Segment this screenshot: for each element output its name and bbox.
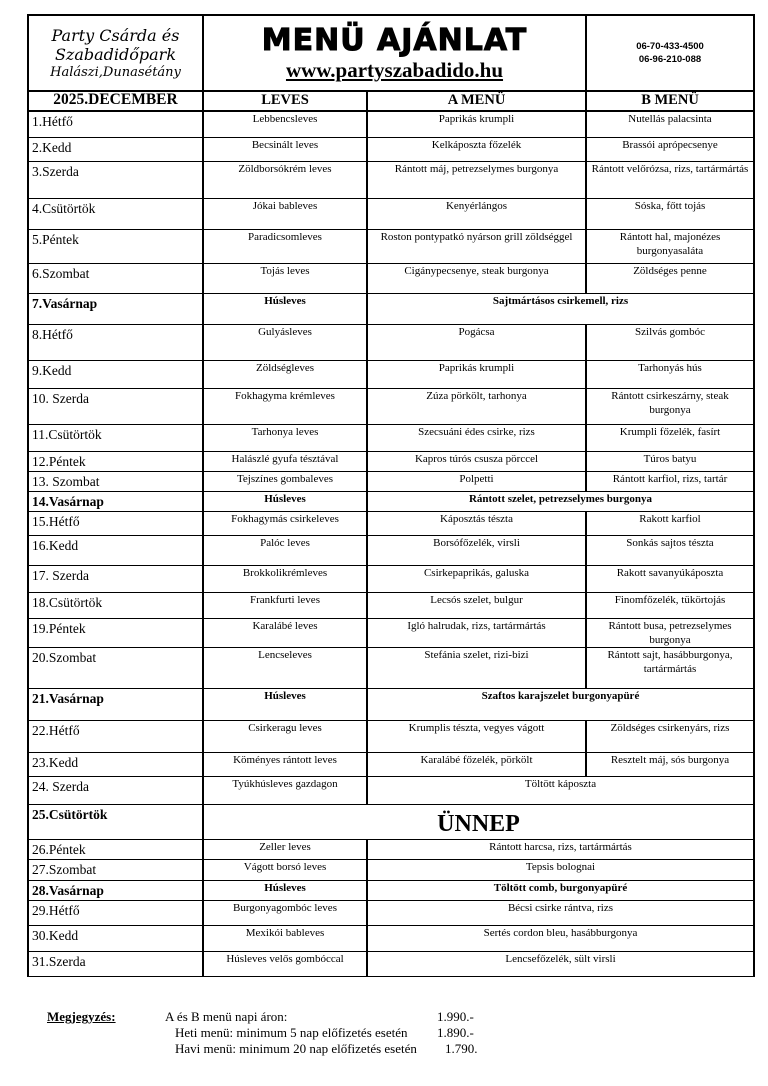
table-row [28,951,754,976]
note-weekly-price: 1.890.- [437,1025,474,1040]
day-label: 25.Csütörtök [28,804,203,839]
menu-a-cell: Szecsuáni édes csirke, rizs [367,424,586,451]
phone-number-1: 06-70-433-4500 [636,41,704,52]
table-row [28,263,754,293]
soup-cell: Lebbencsleves [203,111,367,137]
title-block [203,15,586,91]
table-row [28,293,754,324]
menu-b-cell: Zöldséges penne [586,263,754,293]
table-row [28,111,754,137]
main-course-cell: Lencsefőzelék, sült virsli [367,951,754,976]
note-daily-price: 1.990.- [437,1009,474,1024]
table-row [28,565,754,592]
menu-b-cell: Rakott karfiol [586,511,754,535]
table-row [28,647,754,688]
main-course-cell: Szaftos karajszelet burgonyapüré [367,688,754,720]
menu-a-cell: Zúza pörkölt, tarhonya [367,388,586,424]
day-label: 8.Hétfő [28,324,203,360]
soup-cell: Zeller leves [203,839,367,859]
soup-cell: Fokhagymás csirkeleves [203,511,367,535]
day-label: 11.Csütörtök [28,424,203,451]
main-course-cell: Bécsi csirke rántva, rizs [367,900,754,925]
menu-a-cell: Cigánypecsenye, steak burgonya [367,263,586,293]
menu-a-cell: Roston pontypatkó nyárson grill zöldséggel [367,229,586,263]
soup-cell: Vágott borsó leves [203,859,367,880]
menu-a-cell: Kelkáposzta főzelék [367,137,586,161]
menu-b-cell: Rántott karfiol, rizs, tartár [586,471,754,491]
day-label: 28.Vasárnap [28,880,203,900]
day-label: 12.Péntek [28,451,203,471]
soup-cell: Palóc leves [203,535,367,565]
menu-a-cell: Kenyérlángos [367,198,586,229]
soup-cell: Gulyásleves [203,324,367,360]
soup-cell: Tarhonya leves [203,424,367,451]
menu-b-cell: Nutellás palacsinta [586,111,754,137]
table-row [28,324,754,360]
holiday-label: ÜNNEP [203,804,754,839]
day-label: 26.Péntek [28,839,203,859]
main-course-cell: Tepsis bolognai [367,859,754,880]
soup-cell: Húsleves [203,293,367,324]
main-course-cell: Töltött comb, burgonyapüré [367,880,754,900]
phone-block [586,15,754,91]
day-label: 30.Kedd [28,925,203,951]
table-row [28,198,754,229]
main-course-cell: Sajtmártásos csirkemell, rizs [367,293,754,324]
menu-b-cell: Rántott hal, majonézes burgonyasaláta [586,229,754,263]
main-course-cell: Töltött káposzta [367,776,754,804]
menu-a-cell: Rántott máj, petrezselymes burgonya [367,161,586,198]
day-label: 7.Vasárnap [28,293,203,324]
column-header-row [28,91,754,111]
table-row [28,424,754,451]
soup-cell: Lencseleves [203,647,367,688]
soup-cell: Zöldborsókrém leves [203,161,367,198]
main-course-cell: Sertés cordon bleu, hasábburgonya [367,925,754,951]
day-label: 10. Szerda [28,388,203,424]
day-label: 15.Hétfő [28,511,203,535]
table-row [28,618,754,647]
menu-a-cell: Krumplis tészta, vegyes vágott [367,720,586,752]
note-daily-price-label: A és B menü napi áron: [165,1009,288,1024]
table-row [28,720,754,752]
soup-cell: Húsleves [203,688,367,720]
menu-a-cell: Paprikás krumpli [367,111,586,137]
menu-b-cell: Brassói aprópecsenye [586,137,754,161]
soup-cell: Burgonyagombóc leves [203,900,367,925]
soup-cell: Tejszínes gombaleves [203,471,367,491]
soup-cell: Becsinált leves [203,137,367,161]
menu-a-cell: Polpetti [367,471,586,491]
brand-address: Halászi,Dunasétány [50,64,181,80]
day-label: 31.Szerda [28,951,203,976]
menu-a-cell: Borsófőzelék, virsli [367,535,586,565]
main-course-cell: Rántott szelet, petrezselymes burgonya [367,491,754,511]
menu-b-column-header: B MENÜ [586,91,754,111]
soup-cell: Zöldségleves [203,360,367,388]
day-label: 16.Kedd [28,535,203,565]
menu-b-cell: Rántott velőrózsa, rizs, tartármártás [586,161,754,198]
soup-cell: Húsleves velős gombóccal [203,951,367,976]
note-monthly-price-label: Havi menü: minimum 20 nap előfizetés esetén [175,1041,417,1056]
day-label: 5.Péntek [28,229,203,263]
day-label: 23.Kedd [28,752,203,776]
menu-b-cell: Zöldséges csirkenyárs, rizs [586,720,754,752]
soup-cell: Húsleves [203,880,367,900]
soup-column-header: LEVES [203,91,367,111]
brand-name-line2: Szabadidőpark [54,44,177,64]
table-row [28,360,754,388]
soup-cell: Halászlé gyufa tésztával [203,451,367,471]
table-row [28,535,754,565]
day-label: 17. Szerda [28,565,203,592]
soup-cell: Tyúkhúsleves gazdagon [203,776,367,804]
day-label: 18.Csütörtök [28,592,203,618]
day-label: 2.Kedd [28,137,203,161]
menu-a-cell: Káposztás tészta [367,511,586,535]
phone-number-2: 06-96-210-088 [638,54,702,65]
menu-b-cell: Rántott sajt, hasábburgonya, tartármártás [586,647,754,688]
menu-a-cell: Csirkepaprikás, galuska [367,565,586,592]
menu-b-cell: Finomfőzelék, tükörtojás [586,592,754,618]
menu-a-cell: Pogácsa [367,324,586,360]
main-course-cell: Rántott harcsa, rizs, tartármártás [367,839,754,859]
page-title: MENÜ AJÁNLAT [261,23,528,58]
day-label: 6.Szombat [28,263,203,293]
brand-block [28,15,203,91]
menu-b-cell: Túros batyu [586,451,754,471]
menu-b-cell: Szilvás gombóc [586,324,754,360]
table-row [28,471,754,491]
table-row [28,859,754,880]
day-label: 4.Csütörtök [28,198,203,229]
menu-b-cell: Tarhonyás hús [586,360,754,388]
day-label: 24. Szerda [28,776,203,804]
soup-cell: Tojás leves [203,263,367,293]
soup-cell: Paradicsomleves [203,229,367,263]
table-row [28,451,754,471]
menu-a-cell: Karalábé főzelék, pörkölt [367,752,586,776]
soup-cell: Brokkolikrémleves [203,565,367,592]
menu-sheet [27,14,753,977]
table-row [28,880,754,900]
menu-b-cell: Resztelt máj, sós burgonya [586,752,754,776]
soup-cell: Húsleves [203,491,367,511]
menu-b-cell: Sonkás sajtos tészta [586,535,754,565]
menu-table [27,14,755,977]
table-row [28,137,754,161]
menu-a-cell: Stefánia szelet, rizi-bizi [367,647,586,688]
menu-a-cell: Paprikás krumpli [367,360,586,388]
soup-cell: Csirkeragu leves [203,720,367,752]
menu-a-cell: Igló halrudak, rizs, tartármártás [367,618,586,647]
soup-cell: Jókai bableves [203,198,367,229]
day-label: 3.Szerda [28,161,203,198]
website-link[interactable]: www.partyszabadido.hu [285,58,504,82]
table-row [28,592,754,618]
menu-a-cell: Kapros túrós csusza pörccel [367,451,586,471]
day-label: 9.Kedd [28,360,203,388]
soup-cell: Fokhagyma krémleves [203,388,367,424]
table-row [28,229,754,263]
day-rows [28,111,754,976]
day-label: 1.Hétfő [28,111,203,137]
menu-b-cell: Sóska, főtt tojás [586,198,754,229]
note-monthly-price: 1.790. [445,1041,478,1056]
day-label: 19.Péntek [28,618,203,647]
table-row [28,688,754,720]
menu-a-cell: Lecsós szelet, bulgur [367,592,586,618]
day-label: 27.Szombat [28,859,203,880]
notes-label: Megjegyzés: [47,1009,116,1024]
soup-cell: Karalábé leves [203,618,367,647]
day-label: 14.Vasárnap [28,491,203,511]
table-row [28,900,754,925]
table-row [28,491,754,511]
table-row [28,511,754,535]
month-header: 2025.DECEMBER [28,91,203,111]
header-row [28,15,754,91]
table-row [28,388,754,424]
menu-b-cell: Rakott savanyúkáposzta [586,565,754,592]
note-weekly-price-label: Heti menü: minimum 5 nap előfizetés esetén [175,1025,408,1040]
table-row [28,776,754,804]
table-row [28,839,754,859]
menu-b-cell: Rántott csirkeszárny, steak burgonya [586,388,754,424]
day-label: 22.Hétfő [28,720,203,752]
menu-b-cell: Rántott busa, petrezselymes burgonya [586,618,754,647]
day-label: 20.Szombat [28,647,203,688]
soup-cell: Mexikói bableves [203,925,367,951]
day-label: 29.Hétfő [28,900,203,925]
day-label: 13. Szombat [28,471,203,491]
day-label: 21.Vasárnap [28,688,203,720]
table-row [28,925,754,951]
menu-b-cell: Krumpli főzelék, fasírt [586,424,754,451]
table-row [28,804,754,839]
brand-name-line1: Party Csárda és [51,25,180,45]
menu-a-column-header: A MENÜ [367,91,586,111]
table-row [28,752,754,776]
soup-cell: Frankfurti leves [203,592,367,618]
soup-cell: Köményes rántott leves [203,752,367,776]
table-row [28,161,754,198]
